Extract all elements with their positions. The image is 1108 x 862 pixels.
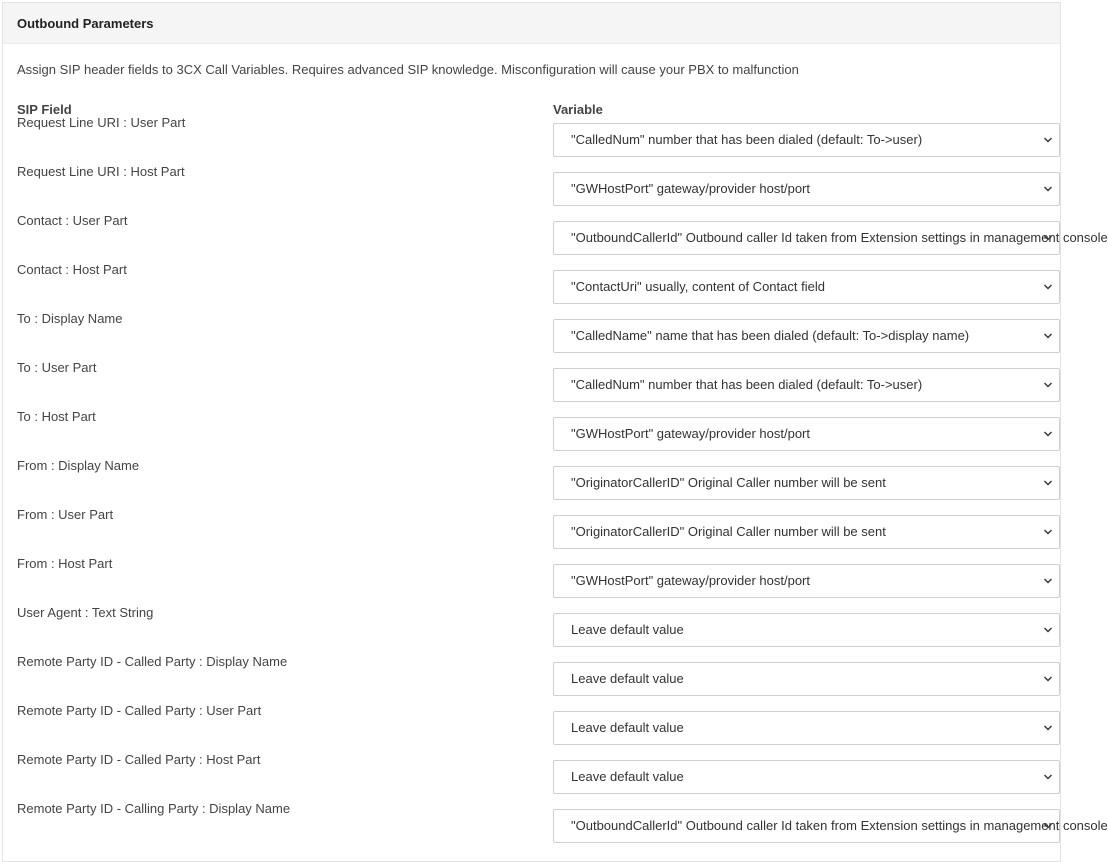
sip-field-label: Contact : User Part <box>17 213 128 228</box>
panel-title: Outbound Parameters <box>17 15 154 31</box>
parameter-row <box>3 556 1060 598</box>
parameter-row <box>3 605 1060 647</box>
chevron-down-icon <box>1043 231 1053 245</box>
variable-select-value: "OriginatorCallerID" Original Caller number will be sent <box>571 524 886 539</box>
chevron-down-icon <box>1043 672 1053 686</box>
variable-select[interactable] <box>553 515 1060 549</box>
sip-field-label: To : Display Name <box>17 311 123 326</box>
variable-select-value: Leave default value <box>571 720 684 735</box>
sip-field-label: To : User Part <box>17 360 97 375</box>
variable-select-value: "GWHostPort" gateway/provider host/port <box>571 573 810 588</box>
variable-select-value: "ContactUri" usually, content of Contact field <box>571 279 825 294</box>
sip-field-label: From : Display Name <box>17 458 140 473</box>
parameter-row <box>3 801 1108 843</box>
variable-select[interactable] <box>553 760 1060 794</box>
variable-select-value: "OutboundCallerId" Outbound caller Id taken from Extension settings in management console <box>571 230 1108 245</box>
sip-field-label: From : Host Part <box>17 556 113 571</box>
sip-field-label: Remote Party ID - Called Party : Host Part <box>17 752 261 767</box>
variable-select-value: "GWHostPort" gateway/provider host/port <box>571 426 810 441</box>
panel-header <box>3 3 1060 44</box>
variable-select[interactable] <box>553 809 1108 843</box>
parameter-row <box>3 360 1060 402</box>
parameter-row <box>3 311 1060 353</box>
variable-select-value: Leave default value <box>571 622 684 637</box>
sip-field-label: Request Line URI : User Part <box>17 115 186 130</box>
variable-select-value: "OutboundCallerId" Outbound caller Id taken from Extension settings in management console <box>571 818 1108 833</box>
parameter-row <box>3 115 1060 157</box>
chevron-down-icon <box>1043 427 1053 441</box>
chevron-down-icon <box>1043 476 1053 490</box>
variable-select[interactable] <box>553 711 1060 745</box>
variable-select-value: "CalledNum" number that has been dialed (default: To->user) <box>571 132 923 147</box>
parameter-row <box>3 507 1060 549</box>
panel-description: Assign SIP header fields to 3CX Call Variables. Requires advanced SIP knowledge. Misconfiguration will cause your PBX to malfunction <box>17 62 799 77</box>
chevron-down-icon <box>1043 133 1053 147</box>
variable-select[interactable] <box>553 662 1060 696</box>
sip-field-label: User Agent : Text String <box>17 605 154 620</box>
parameter-row <box>3 458 1060 500</box>
sip-field-label: Remote Party ID - Calling Party : Display Name <box>17 801 291 816</box>
outbound-parameters-panel <box>2 2 1108 862</box>
chevron-down-icon <box>1043 819 1053 833</box>
variable-select[interactable] <box>553 123 1060 157</box>
parameter-row <box>3 654 1060 696</box>
sip-field-label: Remote Party ID - Called Party : User Part <box>17 703 262 718</box>
variable-select[interactable] <box>553 172 1060 206</box>
chevron-down-icon <box>1043 770 1053 784</box>
chevron-down-icon <box>1043 721 1053 735</box>
variable-select[interactable] <box>553 417 1060 451</box>
parameter-row <box>3 752 1060 794</box>
variable-select[interactable] <box>553 466 1060 500</box>
variable-select-value: "OriginatorCallerID" Original Caller number will be sent <box>571 475 886 490</box>
sip-field-label: Request Line URI : Host Part <box>17 164 185 179</box>
variable-select-value: "CalledNum" number that has been dialed (default: To->user) <box>571 377 923 392</box>
chevron-down-icon <box>1043 182 1053 196</box>
chevron-down-icon <box>1043 280 1053 294</box>
sip-field-label: Remote Party ID - Called Party : Display Name <box>17 654 288 669</box>
variable-select-value: Leave default value <box>571 769 684 784</box>
parameter-row <box>3 703 1060 745</box>
sip-field-column-header: SIP Field <box>17 102 72 117</box>
parameter-row <box>3 213 1108 255</box>
parameter-row <box>3 409 1060 451</box>
parameter-row <box>3 164 1060 206</box>
variable-column-header: Variable <box>553 102 603 117</box>
variable-select-value: "GWHostPort" gateway/provider host/port <box>571 181 810 196</box>
variable-select[interactable] <box>553 270 1060 304</box>
parameter-row <box>3 262 1060 304</box>
variable-select[interactable] <box>553 319 1060 353</box>
variable-select[interactable] <box>553 564 1060 598</box>
sip-field-label: From : User Part <box>17 507 114 522</box>
chevron-down-icon <box>1043 329 1053 343</box>
variable-select[interactable] <box>553 613 1060 647</box>
chevron-down-icon <box>1043 378 1053 392</box>
variable-select-value: "CalledName" name that has been dialed (default: To->display name) <box>571 328 970 343</box>
chevron-down-icon <box>1043 525 1053 539</box>
sip-field-label: To : Host Part <box>17 409 96 424</box>
variable-select-value: Leave default value <box>571 671 684 686</box>
variable-select[interactable] <box>553 368 1060 402</box>
variable-select[interactable] <box>553 221 1108 255</box>
chevron-down-icon <box>1043 623 1053 637</box>
chevron-down-icon <box>1043 574 1053 588</box>
sip-field-label: Contact : Host Part <box>17 262 127 277</box>
